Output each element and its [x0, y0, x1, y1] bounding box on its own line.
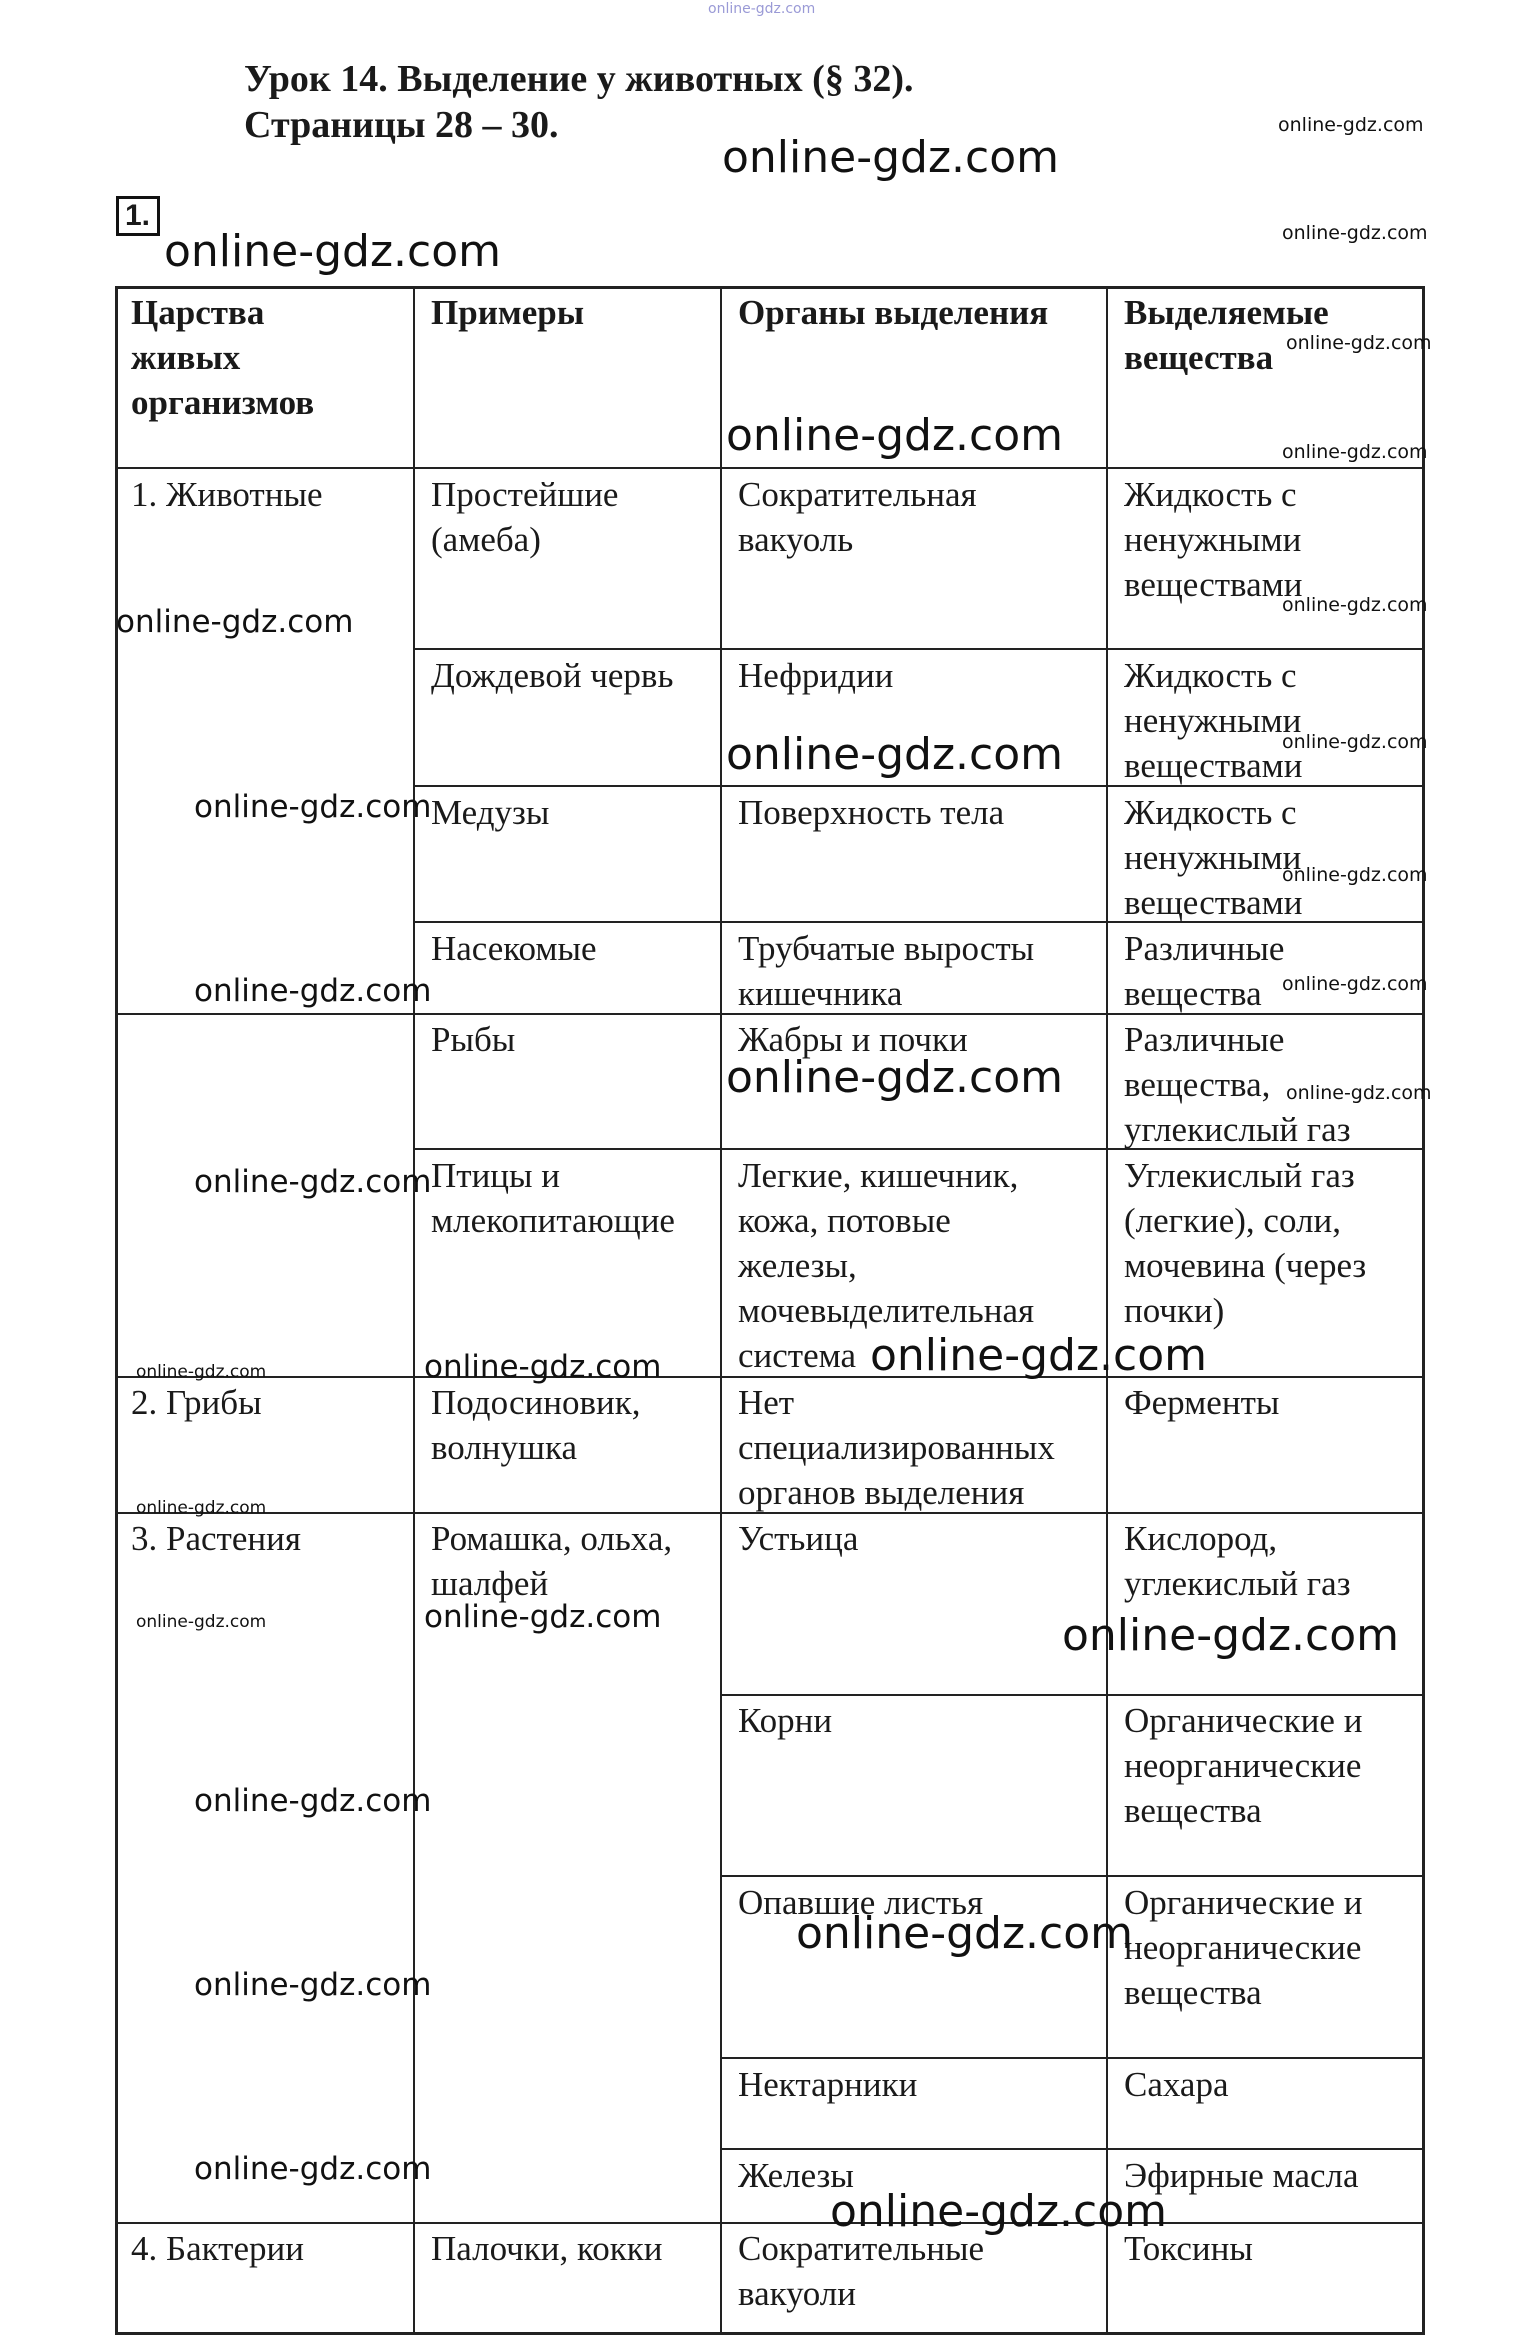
substance-row-11: Сахара: [1124, 2065, 1229, 2104]
kingdom-plants: 3. Растения: [131, 1519, 301, 1558]
organ-row-2: Нефридии: [738, 656, 894, 695]
watermark: online-gdz.com: [136, 1362, 267, 1382]
example-plants: Ромашка, ольха, шалфей: [431, 1519, 673, 1603]
watermark: online-gdz.com: [164, 226, 502, 277]
watermark: online-gdz.com: [136, 1612, 267, 1632]
substance-row-6: Углекислый газ (легкие), соли, мочевина (через почки): [1124, 1156, 1367, 1330]
watermark: online-gdz.com: [194, 1967, 432, 2003]
example-bacteria: Палочки, кокки: [431, 2229, 663, 2268]
header-substances: Выделяемые вещества: [1124, 293, 1329, 377]
watermark: online-gdz.com: [726, 729, 1064, 780]
watermark: online-gdz.com: [194, 789, 432, 825]
substance-row-7: Ферменты: [1124, 1383, 1280, 1422]
substance-row-13: Токсины: [1124, 2229, 1253, 2268]
example-birds-mammals: Птицы и млекопитающие: [431, 1156, 675, 1240]
organ-row-1: Сократительная вакуоль: [738, 475, 977, 559]
watermark: online-gdz.com: [136, 1498, 267, 1518]
watermark: online-gdz.com: [1286, 1082, 1432, 1104]
substance-row-8: Кислород, углекислый газ: [1124, 1519, 1351, 1603]
kingdom-animals: 1. Животные: [131, 475, 323, 514]
header-kingdoms: Царства живых организмов: [131, 293, 315, 422]
organ-row-6: Легкие, кишечник, кожа, потовые железы, мочевыделительная система: [738, 1156, 1035, 1375]
kingdom-bacteria: 4. Бактерии: [131, 2229, 304, 2268]
header-examples: Примеры: [431, 293, 585, 332]
watermark: online-gdz.com: [1286, 332, 1432, 354]
watermark: online-gdz.com: [722, 132, 1060, 183]
organ-row-11: Нектарники: [738, 2065, 918, 2104]
watermark: online-gdz.com: [194, 1164, 432, 1200]
watermark: online-gdz.com: [1278, 114, 1424, 136]
example-fish: Рыбы: [431, 1020, 516, 1059]
organ-row-13: Сократительные вакуоли: [738, 2229, 985, 2313]
watermark: online-gdz.com: [116, 604, 354, 640]
organ-row-5: Жабры и почки: [738, 1020, 968, 1059]
watermark: online-gdz.com: [870, 1330, 1208, 1381]
pages-range: Страницы 28 – 30.: [244, 104, 559, 146]
substance-row-5: Различные вещества, углекислый газ: [1124, 1020, 1351, 1149]
watermark: online-gdz.com: [796, 1908, 1134, 1959]
watermark: online-gdz.com: [830, 2186, 1168, 2237]
organ-row-8: Устьица: [738, 1519, 859, 1558]
watermark: online-gdz.com: [726, 410, 1064, 461]
substance-row-9: Органические и неорганические вещества: [1124, 1701, 1363, 1830]
lesson-title: Урок 14. Выделение у животных (§ 32).: [244, 58, 914, 100]
watermark: online-gdz.com: [1282, 864, 1428, 886]
substance-row-1: Жидкость с ненужными веществами: [1124, 475, 1303, 604]
kingdom-fungi: 2. Грибы: [131, 1383, 262, 1422]
watermark: online-gdz.com: [1062, 1610, 1400, 1661]
task-number: 1.: [116, 196, 160, 236]
example-insects: Насекомые: [431, 929, 597, 968]
watermark: online-gdz.com: [726, 1052, 1064, 1103]
watermark-top: online-gdz.com: [708, 1, 816, 17]
organ-row-3: Поверхность тела: [738, 793, 1005, 832]
watermark: online-gdz.com: [1282, 441, 1428, 463]
organ-row-4: Трубчатые выросты кишечника: [738, 929, 1035, 1013]
organ-row-7: Нет специализированных органов выделения: [738, 1383, 1055, 1512]
watermark: online-gdz.com: [1282, 731, 1428, 753]
organ-row-10: Опавшие листья: [738, 1883, 984, 1922]
substance-row-4: Различные вещества: [1124, 929, 1285, 1013]
watermark: online-gdz.com: [194, 2151, 432, 2187]
watermark: online-gdz.com: [194, 1783, 432, 1819]
watermark: online-gdz.com: [194, 973, 432, 1009]
substance-row-3: Жидкость с ненужными веществами: [1124, 793, 1303, 922]
example-protozoa: Простейшие (амеба): [431, 475, 619, 559]
example-earthworm: Дождевой червь: [431, 656, 674, 695]
watermark: online-gdz.com: [1282, 222, 1428, 244]
organ-row-12: Железы: [738, 2156, 854, 2195]
watermark: online-gdz.com: [1282, 594, 1428, 616]
watermark: online-gdz.com: [424, 1599, 662, 1635]
header-organs: Органы выделения: [738, 293, 1049, 332]
organ-row-9: Корни: [738, 1701, 833, 1740]
example-jellyfish: Медузы: [431, 793, 550, 832]
substance-row-2: Жидкость с ненужными веществами: [1124, 656, 1303, 785]
watermark: online-gdz.com: [1282, 973, 1428, 995]
substance-row-10: Органические и неорганические вещества: [1124, 1883, 1363, 2012]
watermark: online-gdz.com: [424, 1349, 662, 1385]
example-mushrooms: Подосиновик, волнушка: [431, 1383, 641, 1467]
substance-row-12: Эфирные масла: [1124, 2156, 1359, 2195]
